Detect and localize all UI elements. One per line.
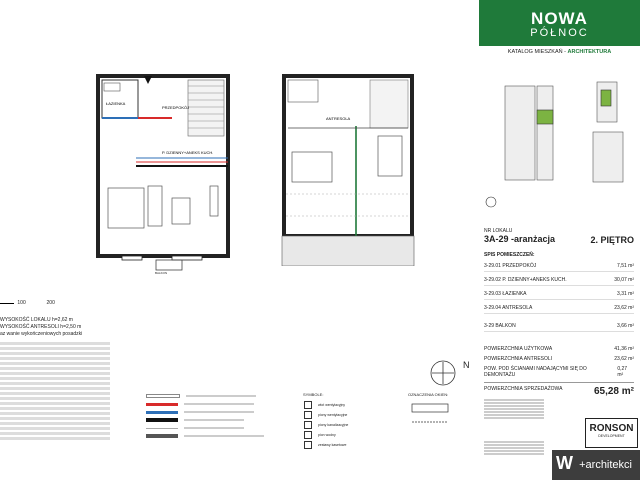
label-balkon: BALKON	[155, 271, 168, 275]
floor-plan-antresola	[278, 66, 418, 266]
room-name: 3-29.01 PRZEDPOKÓJ	[484, 263, 537, 269]
brand-line1: NOWA	[531, 9, 588, 28]
summary-value: 0,27 m²	[617, 366, 628, 378]
brand-line2: PÓŁNOC	[530, 27, 589, 39]
summary-value: 23,62 m²	[614, 356, 634, 362]
scale-bar	[0, 300, 55, 306]
legend-row	[146, 416, 264, 424]
architect-name: +architekci	[579, 459, 632, 471]
architect-mark: W	[556, 453, 573, 473]
room-row	[484, 263, 634, 272]
room-area: 3,31 m²	[617, 291, 634, 297]
total-row	[484, 382, 634, 397]
height-lokal: WYSOKOŚĆ LOKALU h=2,62 m	[0, 317, 73, 323]
height-note: az wanie wykończeniowych posadzki	[0, 331, 83, 337]
room-area: 30,07 m²	[614, 277, 634, 283]
legend	[146, 392, 264, 440]
summary-label: POW. POD ŚCIANAMI NADAJĄCYMI SIĘ DO DEMONTAŻU	[484, 366, 587, 378]
okna-title: OZNACZENIA OKIEN:	[408, 392, 449, 397]
north-compass-icon	[428, 358, 458, 388]
label-przedpokoj: PRZEDPOKÓJ	[162, 105, 190, 110]
scale-100: 100	[17, 300, 26, 306]
room-area: 7,51 m²	[617, 263, 634, 269]
north-label: N	[463, 360, 470, 370]
room-row	[484, 291, 634, 300]
symbol-row	[304, 420, 348, 430]
legend-row	[146, 392, 264, 400]
room-area: 3,66 m²	[617, 323, 634, 329]
label-antresola: ANTRESOLA	[326, 116, 351, 121]
legend-row	[146, 432, 264, 440]
label-lazienka: ŁAZIENKA	[106, 101, 126, 106]
symbol-label: piony wentylacyjne	[318, 413, 348, 417]
total-label: POWIERZCHNIA SPRZEDAŻOWA	[484, 386, 563, 392]
heights-info	[0, 317, 82, 338]
ronson-name: RONSON	[589, 423, 634, 434]
summary-value: 41,36 m²	[614, 346, 634, 352]
symbol-label: piony kanalizacyjne	[318, 423, 349, 427]
ronson-sub: DEVELOPMENT	[598, 434, 625, 438]
symbols-title: SYMBOLE:	[303, 392, 324, 397]
symbol-label: wlot wentylacyjny	[318, 403, 346, 407]
total-value: 65,28 m²	[593, 386, 634, 397]
floor-plan-lower	[92, 66, 242, 271]
room-row	[484, 323, 634, 332]
key-plan	[497, 80, 632, 188]
symbols-list	[304, 400, 348, 450]
rooms-header: SPIS POMIESZCZEŃ:	[484, 252, 535, 258]
unit-label: NR LOKALU	[484, 228, 513, 234]
label-pokoj: P. DZIENNY+ANEKS KUCH.	[162, 150, 214, 155]
summary-label: POWIERZCHNIA ANTRESOLI	[484, 356, 553, 362]
window-symbol	[410, 402, 450, 432]
brand-logo	[479, 0, 640, 46]
legend-row	[146, 400, 264, 408]
legend-row	[146, 408, 264, 416]
investor-info	[484, 440, 544, 456]
room-name: 3-29 BALKON	[484, 323, 516, 329]
scale-200: 200	[46, 300, 55, 306]
symbol-label: zestawy kasetowe	[318, 443, 347, 447]
symbol-row	[304, 410, 348, 420]
catalog-suffix: ARCHITEKTURA	[567, 49, 612, 55]
notes-left	[0, 340, 110, 442]
summary-row	[484, 346, 634, 352]
height-antresola: WYSOKOŚĆ ANTRESOLI h=2,50 m	[0, 324, 82, 330]
summary-row	[484, 356, 634, 362]
disclaimer	[484, 398, 544, 420]
ronson-logo	[585, 418, 638, 448]
symbol-row	[304, 400, 348, 410]
unit-floor: 2. PIĘTRO	[590, 235, 634, 245]
legend-row	[146, 424, 264, 432]
symbol-row	[304, 440, 348, 450]
unit-id: 3A-29 -aranżacja	[484, 234, 556, 244]
room-row	[484, 277, 634, 286]
symbol-row	[304, 430, 348, 440]
room-name: 3-29.02 P. DZIENNY+ANEKS KUCH.	[484, 277, 567, 283]
summary-row	[484, 366, 634, 378]
catalog-prefix: KATALOG MIESZKAŃ -	[507, 49, 568, 55]
summary-label: POWIERZCHNIA UŻYTKOWA	[484, 346, 553, 352]
catalog-title	[479, 49, 640, 55]
room-area: 23,62 m²	[614, 305, 634, 311]
unit-info	[484, 228, 634, 397]
symbol-label: pion wodny	[318, 433, 336, 437]
architect-logo	[552, 450, 640, 480]
room-name: 3-29.04 ANTRESOLA	[484, 305, 533, 311]
room-row	[484, 305, 634, 314]
compass-small-icon	[484, 195, 498, 209]
room-name: 3-29.03 ŁAZIENKA	[484, 291, 527, 297]
